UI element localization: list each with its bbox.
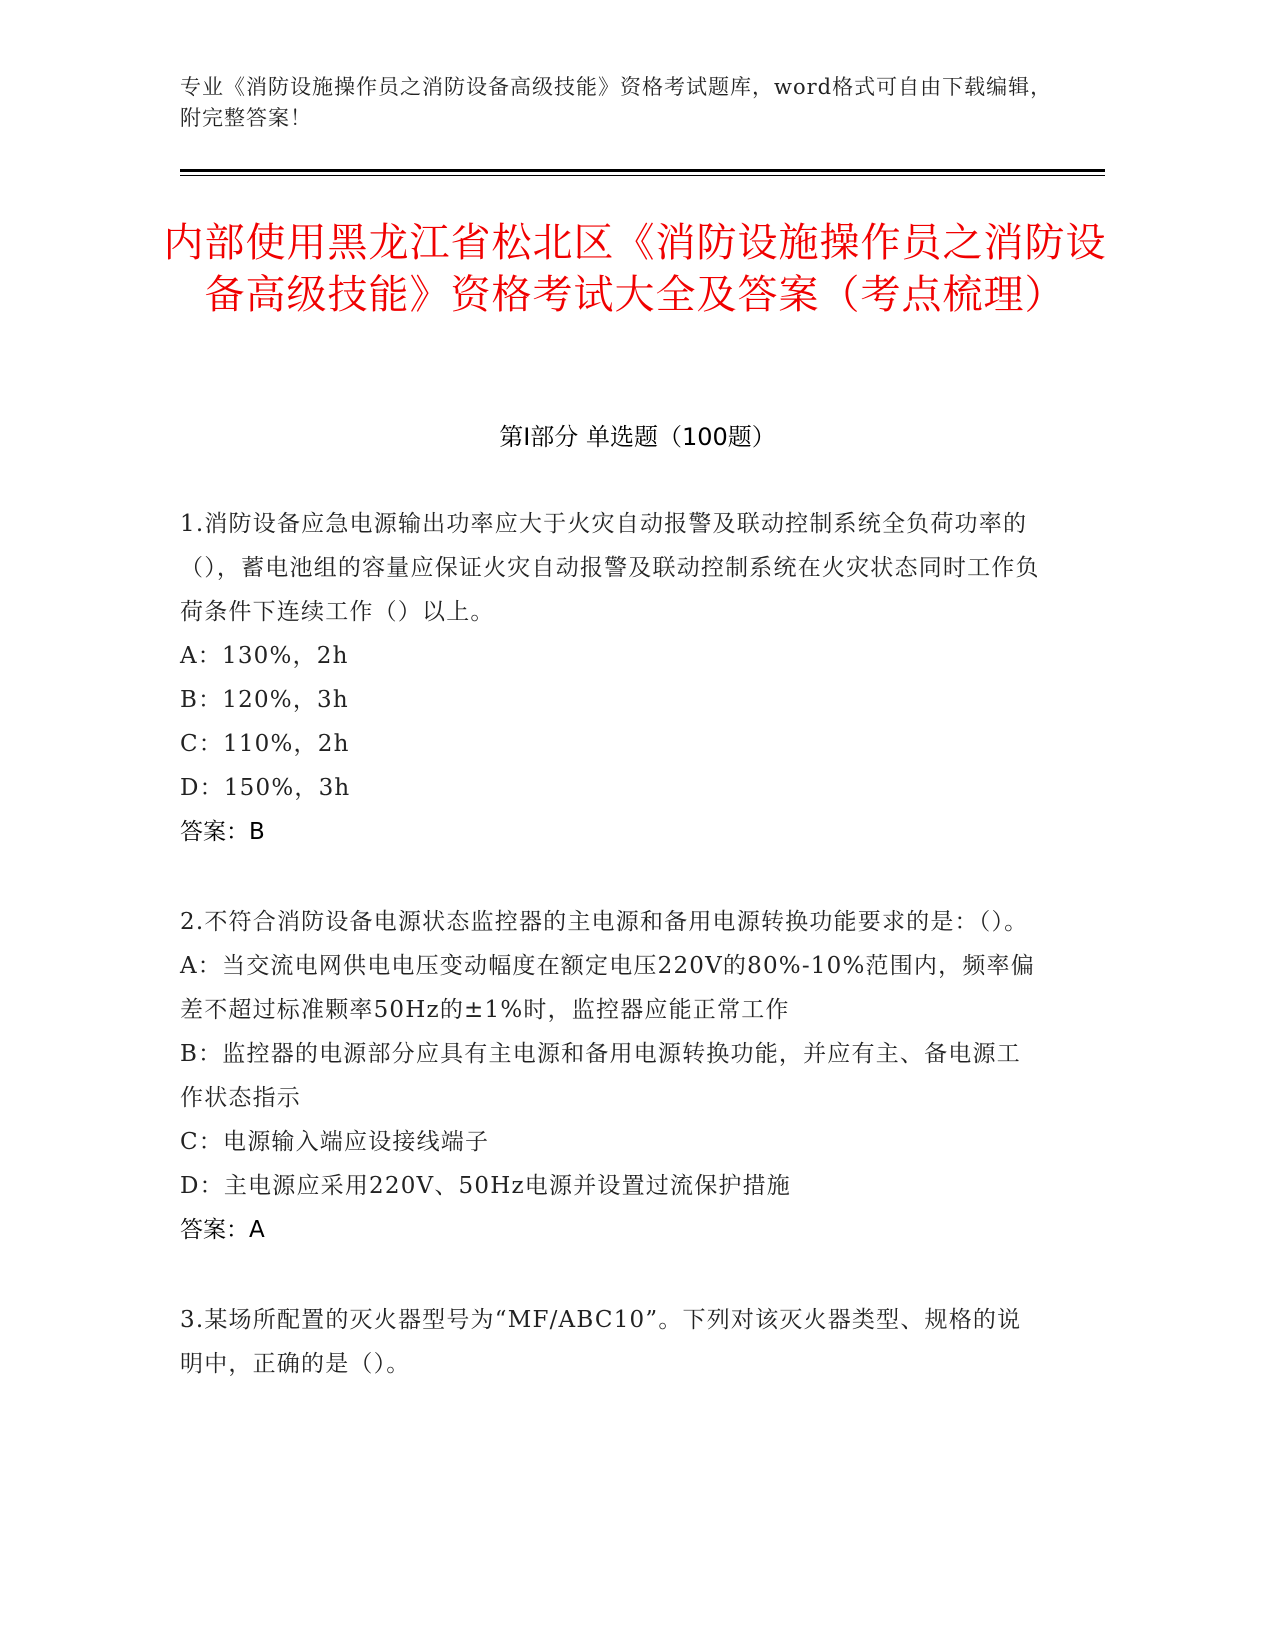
option-a: A：当交流电网供电电压变动幅度在额定电压220V的80%-10%范围内，频率偏差不超过标准颗率50Hz的±1%时，监控器应能正常工作 [180, 953, 1035, 1023]
question-1 [180, 502, 1040, 854]
option-a: A：130%，2h [180, 643, 349, 669]
question-3 [180, 1298, 1040, 1386]
question-stem: 2.不符合消防设备电源状态监控器的主电源和备用电源转换功能要求的是：（）。 [180, 909, 1029, 935]
question-stem: 1.消防设备应急电源输出功率应大于火灾自动报警及联动控制系统全负荷功率的（），蓄电池组的容量应保证火灾自动报警及联动控制系统在火灾状态同时工作负荷条件下连续工作（）以上。 [180, 511, 1040, 625]
document-title: 内部使用黑龙江省松北区《消防设施操作员之消防设备高级技能》资格考试大全及答案（考点梳理） [163, 220, 1107, 318]
option-c: C：电源输入端应设接线端子 [180, 1129, 490, 1155]
option-b: B：120%，3h [180, 687, 349, 713]
question-2 [180, 900, 1040, 1252]
header-divider-thin [180, 175, 1105, 176]
option-b: B：监控器的电源部分应具有主电源和备用电源转换功能，并应有主、备电源工作状态指示 [180, 1041, 1021, 1111]
header-note: 专业《消防设施操作员之消防设备高级技能》资格考试题库，word格式可自由下载编辑，附完整答案！ [180, 75, 1053, 130]
header-divider-thick [180, 169, 1105, 172]
question-list [180, 502, 1040, 1432]
option-c: C：110%，2h [180, 731, 350, 757]
option-d: D：150%，3h [180, 775, 351, 801]
question-stem: 3.某场所配置的灭火器型号为“MF/ABC10”。下列对该灭火器类型、规格的说明中，正确的是（）。 [180, 1307, 1022, 1377]
section-title: 第Ⅰ部分 单选题（100题） [499, 423, 776, 451]
answer: 答案：B [180, 819, 265, 845]
answer: 答案：A [180, 1217, 265, 1243]
option-d: D：主电源应采用220V、50Hz电源并设置过流保护措施 [180, 1173, 791, 1199]
